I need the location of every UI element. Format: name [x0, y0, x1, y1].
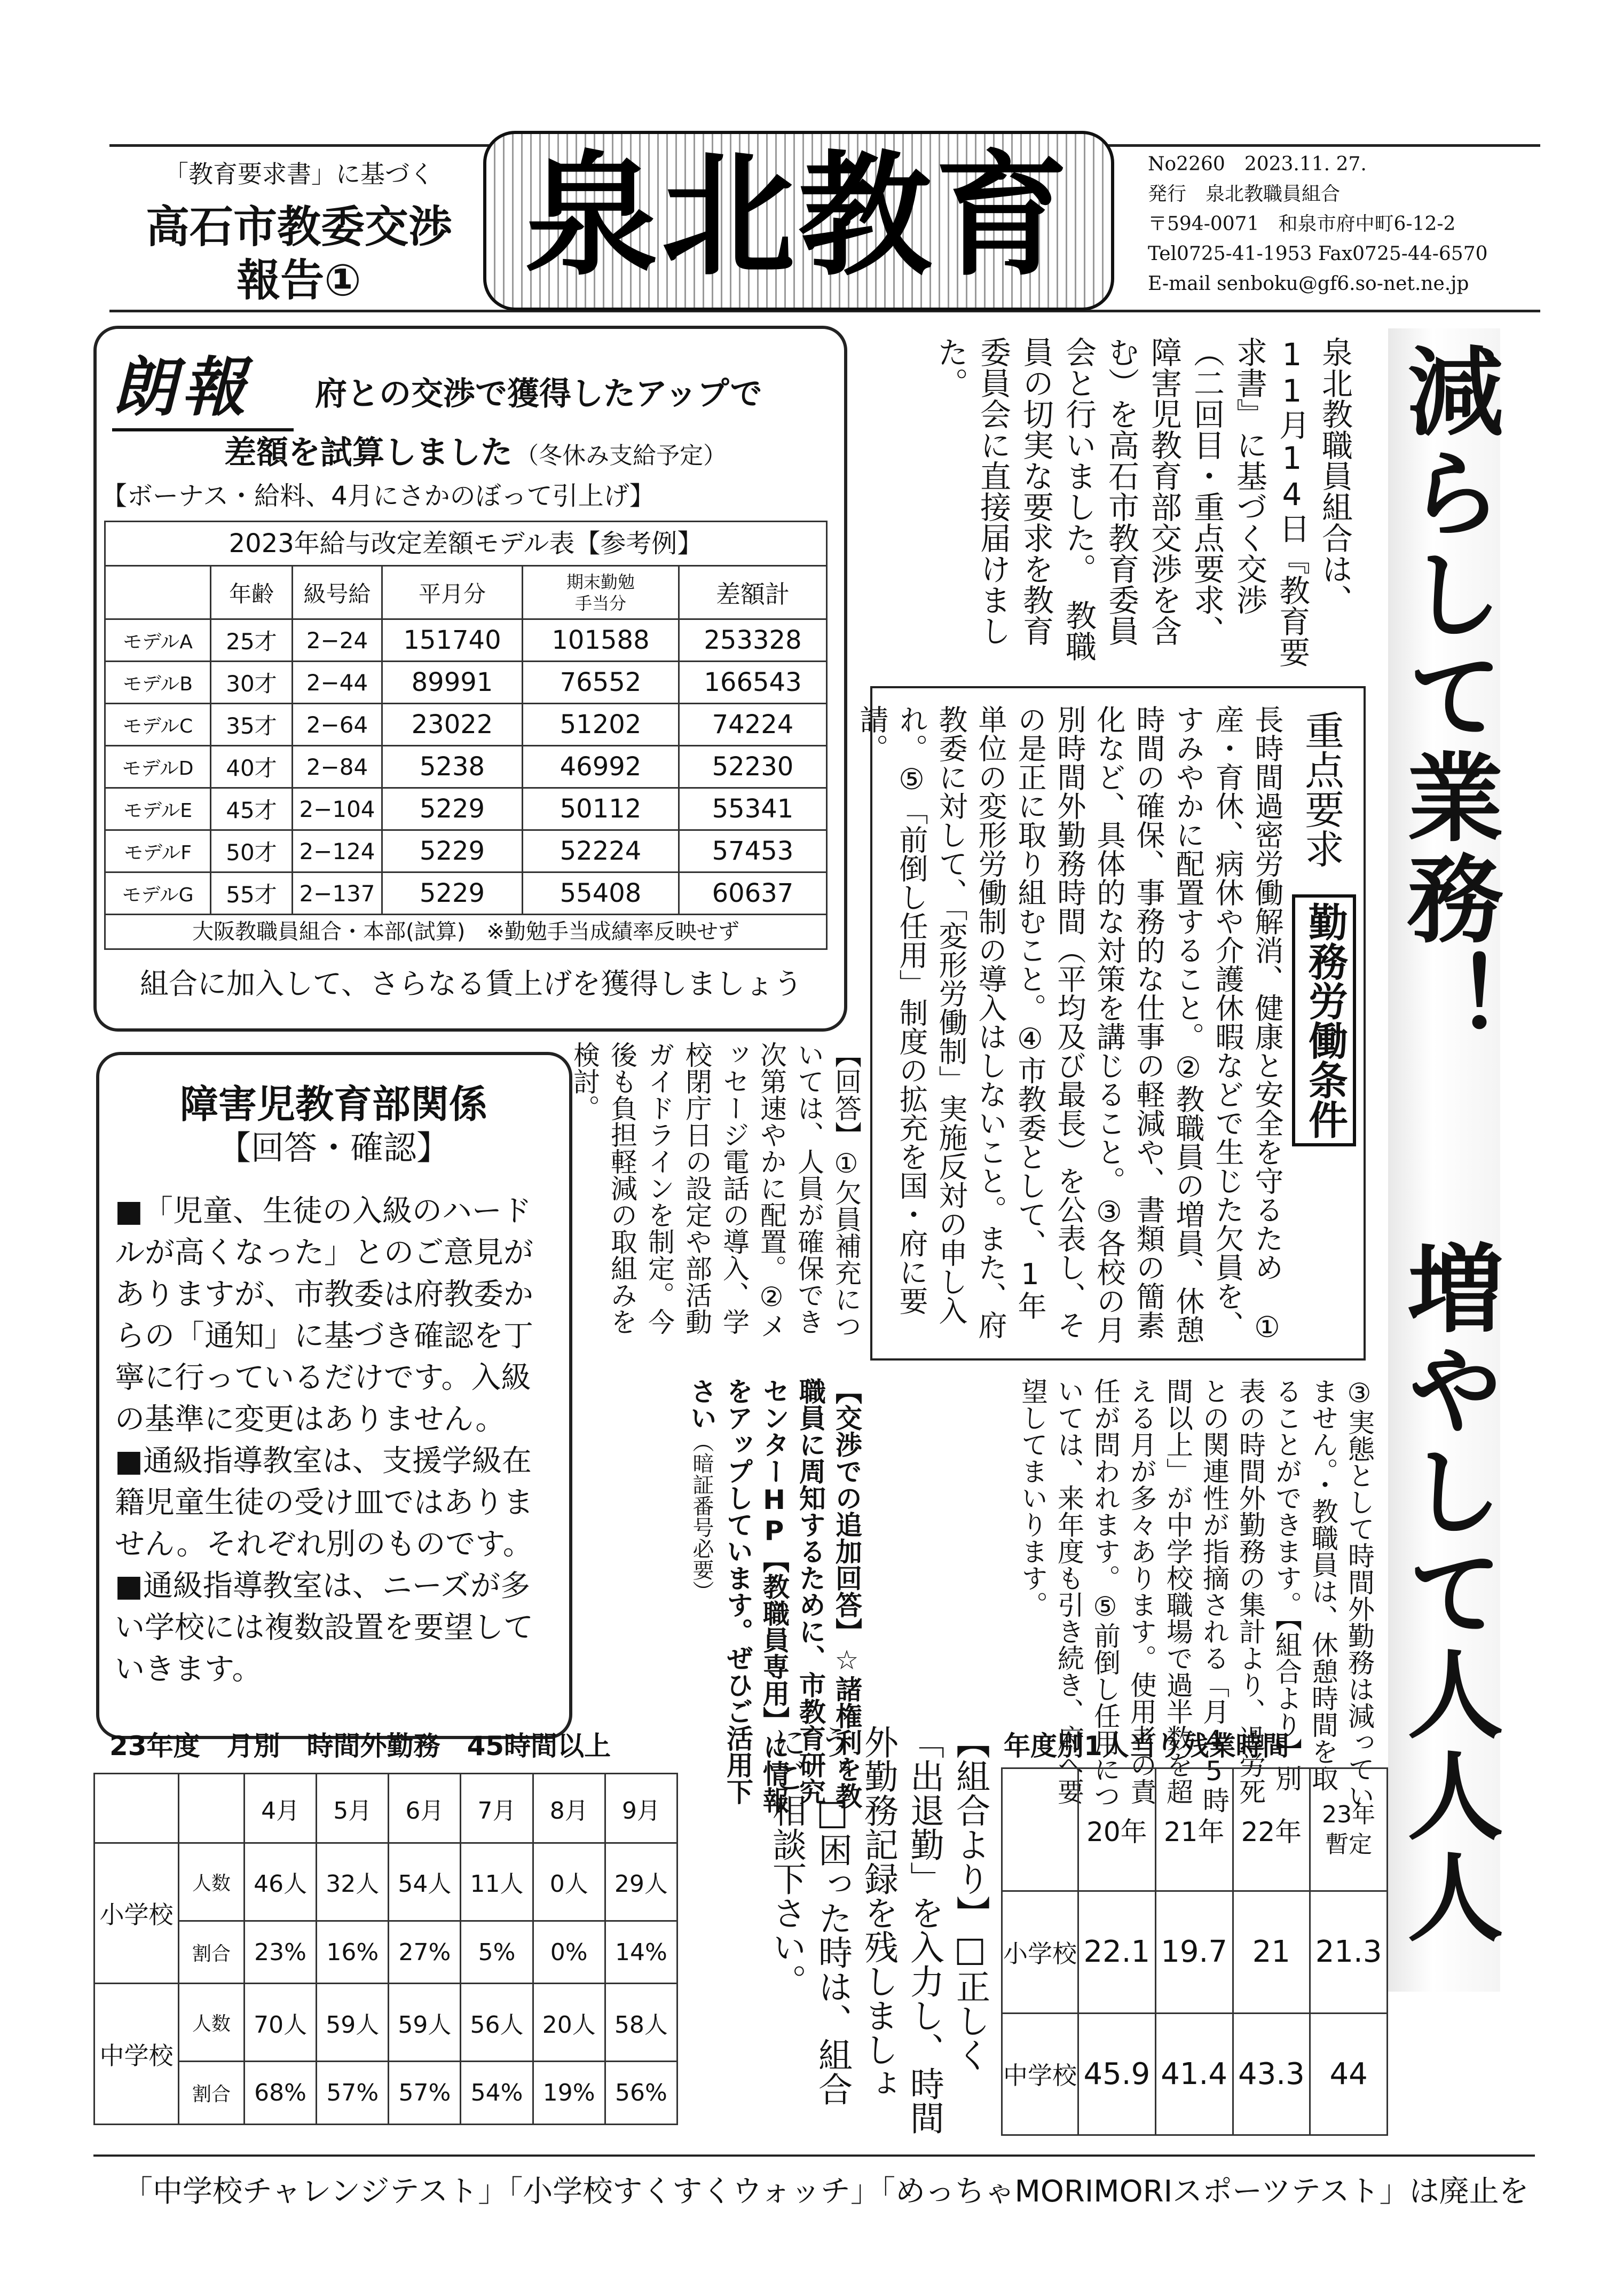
table-cell: 57%: [317, 2062, 389, 2125]
table-cell: 52224: [523, 830, 679, 872]
salary-table-row: [105, 619, 827, 662]
month-header: 4月: [245, 1774, 317, 1843]
table-cell: 50才: [211, 830, 293, 872]
table-cell: 54%: [461, 2062, 533, 2125]
masthead-title: 泉北教育: [525, 138, 1072, 294]
table-cell: 55408: [523, 872, 679, 915]
disability-title: 障害児教育部関係: [179, 1082, 487, 1127]
overtime-row: [94, 2062, 677, 2125]
table-cell: 45才: [211, 788, 293, 830]
per-person-row: [1002, 1891, 1388, 2014]
table-cell: 253328: [679, 619, 827, 662]
school-cell: 中学校: [1002, 2013, 1078, 2135]
row-label-cell: 人数: [179, 1984, 245, 2062]
school-cell: 中学校: [94, 1984, 179, 2125]
table-cell: 16%: [317, 1921, 389, 1984]
big-headline-line2: 増やして人人人: [1391, 1239, 1503, 1949]
salary-table: [104, 565, 828, 915]
priority-heading: 重点要求: [1298, 710, 1344, 868]
table-cell: 55341: [679, 788, 827, 830]
row-label-cell: 人数: [179, 1843, 245, 1921]
table-cell: 68%: [245, 2062, 317, 2125]
issue-date: 2023.11. 27.: [1244, 153, 1367, 175]
table-cell: 55才: [211, 872, 293, 915]
table-cell: 46人: [245, 1843, 317, 1921]
table-cell: 57453: [679, 830, 827, 872]
salary-table-wrap: [104, 521, 828, 950]
model-name-cell: モデルF: [105, 830, 211, 872]
salary-table-footer: 大阪教職員組合・本部(試算) ※勤勉手当成績率反映せず: [104, 915, 828, 950]
table-cell: 5229: [382, 788, 523, 830]
table-cell: 44: [1310, 2013, 1388, 2135]
table-cell: 59人: [389, 1984, 461, 2062]
table-cell: 19.7: [1155, 1891, 1233, 2014]
report-subtitle-top: 「教育要求書」に基づく: [164, 160, 434, 188]
col-header: 級号給: [293, 566, 382, 619]
table-cell: 2−24: [293, 619, 382, 662]
salary-table-row: [105, 872, 827, 915]
priority-label: 勤務労働条件: [1292, 894, 1356, 1146]
table-cell: 101588: [523, 619, 679, 662]
table-cell: 23022: [382, 704, 523, 746]
table-cell: 2−84: [293, 746, 382, 788]
table-cell: 45.9: [1078, 2013, 1156, 2135]
table-cell: 2−44: [293, 662, 382, 704]
good-news-bracket-note: 【ボーナス・給料、4月にさかのぼって引上げ】: [101, 481, 655, 511]
disability-item: ■通級指導教室は、支援学級在籍児童生徒の受け皿ではありません。それぞれ別のものです。: [115, 1444, 533, 1562]
email: E-mail senboku@gf6.so-net.ne.jp: [1148, 273, 1469, 295]
table-cell: 166543: [679, 662, 827, 704]
report-subtitle-line1: 高石市教委交渉: [145, 202, 452, 253]
overtime-row: [94, 1984, 677, 2062]
table-cell: 23%: [245, 1921, 317, 1984]
model-name-cell: モデルA: [105, 619, 211, 662]
big-headline-line1: 減らして業務！: [1391, 342, 1503, 1052]
table-cell: 30才: [211, 662, 293, 704]
salary-table-row: [105, 662, 827, 704]
table-cell: 25才: [211, 619, 293, 662]
disability-item: ■「児童、生徒の入級のハードルが高くなった」とのご意見がありますが、市教委は府教委からの「通知」に基づき確認を丁寧に行っているだけです。入級の基準に変更はありません。: [115, 1194, 533, 1437]
table-cell: 60637: [679, 872, 827, 915]
model-name-cell: モデルG: [105, 872, 211, 915]
table-cell: 32人: [317, 1843, 389, 1921]
salary-table-row: [105, 746, 827, 788]
intro-column: 泉北教職員組合は、11月14日『教育要求書』に基づく交渉（二回目・重点要求、障害児教育部交渉を含む）を高石市教育委員会と行いました。 教職員の切実な要求を教育委員会に直接届けました。: [932, 336, 1353, 667]
table-cell: 46992: [523, 746, 679, 788]
row-label-cell: 割合: [179, 2062, 245, 2125]
table-cell: 11人: [461, 1843, 533, 1921]
overtime-header: [94, 1774, 677, 1843]
report-subtitle-line2: 報告①: [237, 255, 361, 306]
table-cell: 52230: [679, 746, 827, 788]
table-cell: 21.3: [1310, 1891, 1388, 2014]
table-cell: 70人: [245, 1984, 317, 2062]
extra-answer-text: 【交渉での追加回答】☆諸権利を教職員に周知するために、市教育研究センターHP【教職員専用】に情報をアップしています。ぜひご活用下さい: [686, 1378, 862, 1813]
table-cell: 2−104: [293, 788, 382, 830]
answer-column-2: ③実態として時間外勤務は減っていません。・教職員は、休憩時間を取ることができます。【組合より】別表の時間外勤務の集計より、過労死との関連性が指摘される「月45時間以上」が中学校職場で過半数を超える月が多々あります。使用者の責任が問われます。⑤前倒し任用については、来年度も引き続き、府へ要望してまいります。: [1017, 1378, 1375, 1813]
per-person-header: [1002, 1768, 1388, 1891]
overtime-table-title: 23年度 月別 時間外勤務 45時間以上: [109, 1731, 611, 1762]
address: 〒594-0071 和泉市府中町6-12-2: [1148, 213, 1456, 235]
publisher: 発行 泉北教職員組合: [1148, 183, 1341, 205]
overtime-row: [94, 1843, 677, 1921]
disability-items: [115, 1191, 547, 1690]
per-person-table-title: 年度別1人当り残業時間: [1004, 1731, 1289, 1762]
table-cell: 5229: [382, 830, 523, 872]
disability-item: ■通級指導教室は、ニーズが多い学校には複数設置を要望していきます。: [115, 1569, 533, 1687]
year-header: 21年: [1155, 1768, 1233, 1891]
table-cell: 5%: [461, 1921, 533, 1984]
table-cell: 2−124: [293, 830, 382, 872]
footer-rule: [93, 2155, 1535, 2157]
col-header: [105, 566, 211, 619]
issue-number: No2260: [1148, 153, 1225, 175]
good-news-headline2-row: [224, 427, 727, 473]
table-cell: 5238: [382, 746, 523, 788]
table-cell: 59人: [317, 1984, 389, 2062]
table-cell: 41.4: [1155, 2013, 1233, 2135]
year-header: 23年 暫定: [1310, 1768, 1388, 1891]
good-news-note: （冬休み支給予定）: [515, 442, 727, 469]
overtime-table: [93, 1773, 678, 2125]
salary-table-header: [105, 566, 827, 619]
table-cell: 74224: [679, 704, 827, 746]
table-cell: 0%: [533, 1921, 605, 1984]
per-person-table: [1001, 1767, 1388, 2136]
union-note-column: 【組合より】□正しく「出退勤」を入力し、時間外勤務記録を残しましょう。□困った時は、組合にご相談下さい。: [767, 1725, 990, 2135]
month-header: 8月: [533, 1774, 605, 1843]
table-cell: 58人: [605, 1984, 677, 2062]
table-cell: 50112: [523, 788, 679, 830]
model-name-cell: モデルB: [105, 662, 211, 704]
table-cell: 29人: [605, 1843, 677, 1921]
table-cell: 2−137: [293, 872, 382, 915]
table-cell: 27%: [389, 1921, 461, 1984]
per-person-row: [1002, 2013, 1388, 2135]
table-cell: 76552: [523, 662, 679, 704]
col-header: 年齢: [211, 566, 293, 619]
table-cell: 0人: [533, 1843, 605, 1921]
school-cell: 小学校: [94, 1843, 179, 1984]
table-cell: 22.1: [1078, 1891, 1156, 2014]
model-name-cell: モデルE: [105, 788, 211, 830]
footer-text: 「中学校チャレンジテスト」「小学校すくすくウォッチ」「めっちゃMORIMORIスポーツテスト」は廃止を: [123, 2174, 1529, 2209]
tel-fax: Tel0725-41-1953 Fax0725-44-6570: [1148, 243, 1488, 265]
table-cell: 57%: [389, 2062, 461, 2125]
good-news-title: 朗報: [112, 336, 294, 431]
month-header: 9月: [605, 1774, 677, 1843]
table-cell: 5229: [382, 872, 523, 915]
salary-table-title: 2023年給与改定差額モデル表【参考例】: [104, 521, 828, 565]
salary-table-row: [105, 830, 827, 872]
table-cell: 151740: [382, 619, 523, 662]
table-cell: 43.3: [1233, 2013, 1310, 2135]
table-cell: 56人: [461, 1984, 533, 2062]
row-label-cell: 割合: [179, 1921, 245, 1984]
good-news-headline1: 府との交渉で獲得したアップで: [315, 375, 762, 413]
good-news-closing: 組合に加入して、さらなる賃上げを獲得しましょう: [140, 967, 802, 1001]
answer-column-1: 【回答】①欠員補充については、人員が確保でき次第速やかに配置。②メッセージ電話の導入、学校閉庁日の設定や部活動ガイドラインを制定。今後も負担軽減の取組みを検討。: [569, 1041, 862, 1339]
year-header: 22年: [1233, 1768, 1310, 1891]
salary-table-row: [105, 788, 827, 830]
disability-subtitle: 【回答・確認】: [217, 1128, 450, 1167]
extra-answer-note: （暗証番号必要）: [689, 1431, 714, 1602]
salary-table-row: [105, 704, 827, 746]
col-header: 期末勤勉 手当分: [523, 566, 679, 619]
model-name-cell: モデルD: [105, 746, 211, 788]
month-header: 5月: [317, 1774, 389, 1843]
col-header: 差額計: [679, 566, 827, 619]
school-cell: 小学校: [1002, 1891, 1078, 2014]
month-header: 6月: [389, 1774, 461, 1843]
table-cell: 35才: [211, 704, 293, 746]
table-cell: 56%: [605, 2062, 677, 2125]
col-header: 平月分: [382, 566, 523, 619]
good-news-headline2: 差額を試算しました: [224, 434, 513, 471]
model-name-cell: モデルC: [105, 704, 211, 746]
table-cell: 21: [1233, 1891, 1310, 2014]
table-cell: 40才: [211, 746, 293, 788]
table-cell: 19%: [533, 2062, 605, 2125]
overtime-row: [94, 1921, 677, 1984]
table-cell: 14%: [605, 1921, 677, 1984]
table-cell: 54人: [389, 1843, 461, 1921]
month-header: 7月: [461, 1774, 533, 1843]
table-cell: 51202: [523, 704, 679, 746]
issue-info: [1148, 150, 1538, 299]
table-cell: 89991: [382, 662, 523, 704]
priority-text: 長時間過密労働解消、健康と安全を守るため ①産・育休、病休や介護休暇などで生じた欠員を、すみやかに配置すること。②教職員の増員、休憩時間の確保、事務的な仕事の軽減や、書類の簡素化など、具体的な対策を講じること。③各校の月別時間外勤務時間（平均及び最長）を公表し、その是正に取り組むこと。④市教委として、1年単位の変形労働制の導入はしないこと。また、府教委に対して、「変形労働制」実施反対の申し入れ。⑤「前倒し任用」制度の拡充を国・府に要請。: [855, 705, 1284, 1344]
year-header: 20年: [1078, 1768, 1156, 1891]
table-cell: 2−64: [293, 704, 382, 746]
table-cell: 20人: [533, 1984, 605, 2062]
